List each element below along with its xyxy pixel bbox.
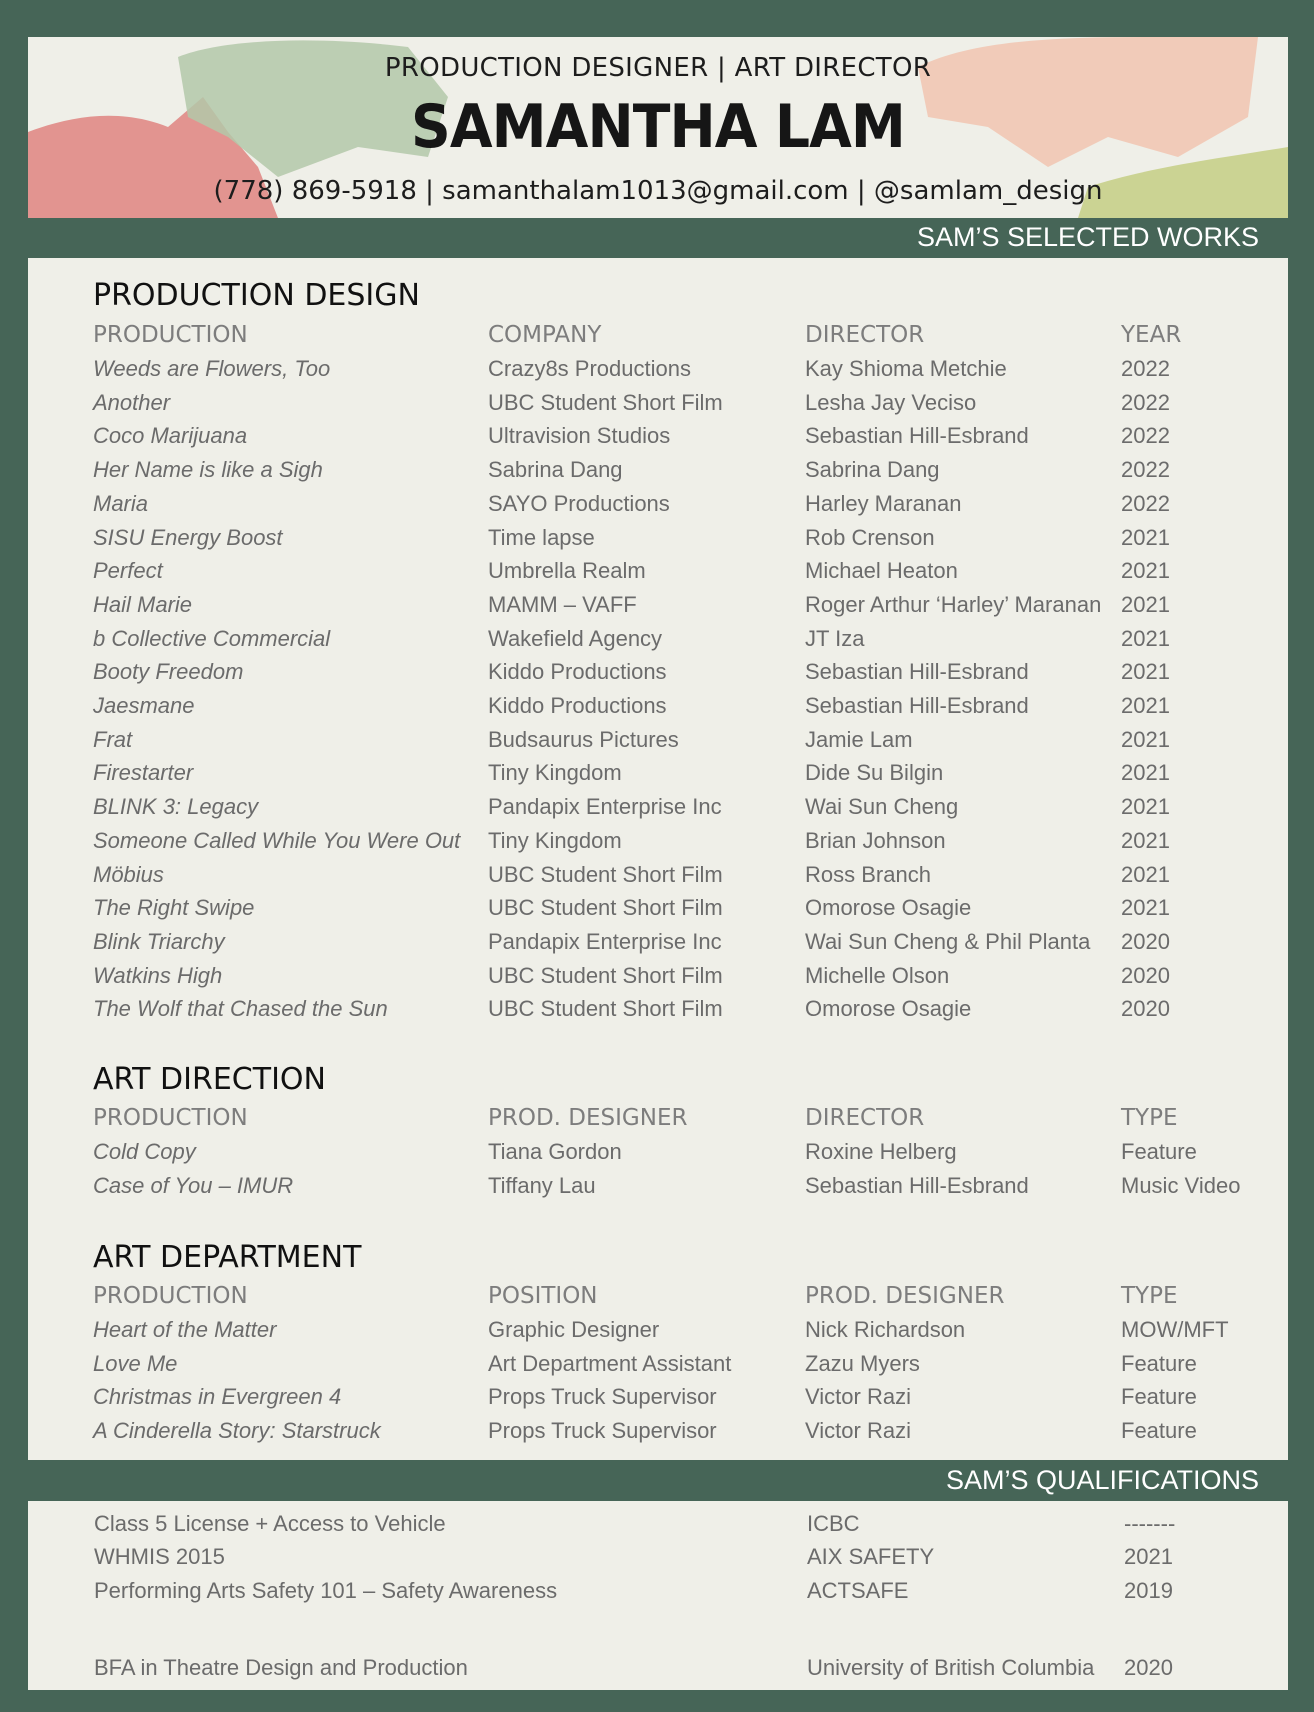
production-title: Blink Triarchy <box>93 928 225 954</box>
col-4-value: 2021 <box>1121 558 1170 584</box>
column-header: TYPE <box>1121 1283 1178 1309</box>
table-row <box>28 996 1288 1030</box>
qualification-name: Performing Arts Safety 101 – Safety Awareness <box>94 1578 558 1603</box>
col-3-value: Zazu Myers <box>805 1350 920 1376</box>
col-2-value: Crazy8s Productions <box>488 356 691 381</box>
table-row <box>28 592 1288 626</box>
col-3-value: Rob Crenson <box>805 524 935 550</box>
table-row <box>28 760 1288 794</box>
col-4-value: 2021 <box>1121 794 1170 820</box>
qualification-year: ------- <box>1124 1511 1176 1536</box>
col-3-value: Lesha Jay Veciso <box>805 389 977 415</box>
person-name: SAMANTHA LAM <box>411 92 905 162</box>
col-4-value: Feature <box>1121 1418 1197 1444</box>
art-department-title: ART DEPARTMENT <box>93 1240 362 1275</box>
col-2-value: Kiddo Productions <box>488 659 667 685</box>
col-3-value: Brian Johnson <box>805 827 946 853</box>
production-title: Heart of the Matter <box>93 1317 277 1342</box>
col-3-value: Michelle Olson <box>805 962 950 988</box>
selected-works-panel <box>28 258 1288 1460</box>
production-title: Frat <box>93 726 133 752</box>
col-2-value: Pandapix Enterprise Inc <box>488 928 722 954</box>
col-3-value: Sebastian Hill-Esbrand <box>805 693 1029 718</box>
table-row <box>28 794 1288 828</box>
col-2-value: Kiddo Productions <box>488 693 667 718</box>
qualification-year: 2019 <box>1124 1578 1173 1603</box>
art-direction-title: ART DIRECTION <box>93 1062 326 1097</box>
col-4-value: 2021 <box>1121 861 1170 887</box>
col-3-value: Wai Sun Cheng & Phil Planta <box>805 928 1091 954</box>
col-2-value: Tiana Gordon <box>488 1139 622 1164</box>
table-row <box>28 457 1288 491</box>
column-header: PRODUCTION <box>93 1283 248 1309</box>
production-title: Weeds are Flowers, Too <box>93 356 331 381</box>
production-title: Booty Freedom <box>93 659 244 685</box>
production-title: Coco Marijuana <box>93 423 248 449</box>
table-row <box>28 929 1288 963</box>
qualification-issuer: AIX SAFETY <box>807 1544 935 1569</box>
production-title: Case of You – IMUR <box>93 1172 294 1198</box>
col-4-value: 2021 <box>1121 827 1170 853</box>
column-header: PRODUCTION <box>93 322 248 348</box>
col-4-value: 2021 <box>1121 524 1170 550</box>
production-title: Love Me <box>93 1350 178 1376</box>
production-title: Firestarter <box>93 760 194 786</box>
table-row <box>28 423 1288 457</box>
col-2-value: Tiny Kingdom <box>488 827 622 853</box>
col-3-value: Sabrina Dang <box>805 457 940 483</box>
table-row <box>28 693 1288 727</box>
qualification-row <box>28 1511 1288 1545</box>
production-title: The Wolf that Chased the Sun <box>93 996 388 1022</box>
col-4-value: Feature <box>1121 1350 1197 1376</box>
qualification-row <box>28 1578 1288 1612</box>
col-4-value: 2022 <box>1121 457 1170 483</box>
col-4-value: 2021 <box>1121 760 1170 786</box>
qualification-name: BFA in Theatre Design and Production <box>94 1655 468 1680</box>
col-4-value: 2021 <box>1121 726 1170 752</box>
production-title: Perfect <box>93 558 163 584</box>
production-title: Watkins High <box>93 962 223 988</box>
table-row <box>28 895 1288 929</box>
col-3-value: Omorose Osagie <box>805 895 972 921</box>
column-header: DIRECTOR <box>805 322 925 348</box>
column-header: YEAR <box>1121 322 1182 348</box>
production-title: Someone Called While You Were Out <box>93 827 461 853</box>
col-2-value: Umbrella Realm <box>488 558 646 584</box>
col-2-value: Sabrina Dang <box>488 457 623 483</box>
column-header: POSITION <box>488 1283 598 1309</box>
col-3-value: Victor Razi <box>805 1384 911 1410</box>
table-row <box>28 727 1288 761</box>
qualifications-panel <box>28 1501 1288 1690</box>
col-3-value: Roger Arthur ‘Harley’ Maranan <box>805 591 1102 617</box>
table-row <box>28 1418 1288 1452</box>
col-4-value: 2021 <box>1121 591 1170 617</box>
col-2-value: Graphic Designer <box>488 1317 660 1342</box>
col-2-value: Budsaurus Pictures <box>488 726 679 752</box>
column-header: PROD. DESIGNER <box>805 1283 1005 1309</box>
col-2-value: SAYO Productions <box>488 490 670 516</box>
production-title: Christmas in Evergreen 4 <box>93 1384 342 1410</box>
qualification-issuer: ICBC <box>807 1511 860 1536</box>
col-2-value: UBC Student Short Film <box>488 996 723 1022</box>
table-row <box>28 390 1288 424</box>
qualification-year: 2020 <box>1124 1655 1173 1680</box>
col-4-value: 2022 <box>1121 490 1170 516</box>
production-title: Jaesmane <box>93 693 195 718</box>
col-2-value: Props Truck Supervisor <box>488 1384 717 1410</box>
production-title: b Collective Commercial <box>93 625 331 651</box>
col-4-value: 2022 <box>1121 423 1170 449</box>
table-row <box>28 1351 1288 1385</box>
col-4-value: 2021 <box>1121 693 1170 718</box>
col-4-value: 2021 <box>1121 625 1170 651</box>
table-row <box>28 862 1288 896</box>
col-2-value: Tiny Kingdom <box>488 760 622 786</box>
col-3-value: Victor Razi <box>805 1418 911 1444</box>
production-title: A Cinderella Story: Starstruck <box>93 1418 381 1444</box>
column-header: DIRECTOR <box>805 1105 925 1131</box>
col-2-value: UBC Student Short Film <box>488 389 723 415</box>
selected-works-heading: SAM’S SELECTED WORKS <box>916 222 1259 252</box>
qualification-name: WHMIS 2015 <box>94 1544 225 1569</box>
col-3-value: Wai Sun Cheng <box>805 794 959 820</box>
art-direction-header-row <box>28 1105 1288 1139</box>
production-title: The Right Swipe <box>93 895 255 921</box>
col-3-value: Sebastian Hill-Esbrand <box>805 1172 1029 1198</box>
col-4-value: Feature <box>1121 1384 1197 1410</box>
table-row <box>28 356 1288 390</box>
column-header: TYPE <box>1121 1105 1178 1131</box>
production-title: SISU Energy Boost <box>93 524 283 550</box>
table-row <box>28 1317 1288 1351</box>
table-row <box>28 828 1288 862</box>
production-title: Möbius <box>93 861 164 887</box>
col-3-value: Omorose Osagie <box>805 996 972 1022</box>
job-title: PRODUCTION DESIGNER | ART DIRECTOR <box>384 53 932 83</box>
table-row <box>28 659 1288 693</box>
col-3-value: Jamie Lam <box>805 726 913 752</box>
col-2-value: Tiffany Lau <box>488 1172 596 1198</box>
col-2-value: MAMM – VAFF <box>488 591 637 617</box>
table-row <box>28 1384 1288 1418</box>
col-2-value: Art Department Assistant <box>488 1350 732 1376</box>
col-3-value: Nick Richardson <box>805 1317 966 1342</box>
table-row <box>28 963 1288 997</box>
production-title: Another <box>93 389 171 415</box>
col-4-value: 2021 <box>1121 659 1170 685</box>
table-row <box>28 1173 1288 1207</box>
col-3-value: Ross Branch <box>805 861 931 887</box>
qualification-row <box>28 1655 1288 1689</box>
column-header: COMPANY <box>488 322 602 348</box>
qualification-issuer: ACTSAFE <box>807 1578 909 1603</box>
production-title: Maria <box>93 490 149 516</box>
contact-info: (778) 869-5918 | samanthalam1013@gmail.com | @samlam_design <box>213 176 1103 206</box>
col-2-value: Pandapix Enterprise Inc <box>488 794 722 820</box>
column-header: PRODUCTION <box>93 1105 248 1131</box>
col-4-value: 2022 <box>1121 356 1170 381</box>
col-2-value: Ultravision Studios <box>488 423 671 449</box>
table-row <box>28 525 1288 559</box>
qualification-issuer: University of British Columbia <box>807 1655 1095 1680</box>
col-4-value: Feature <box>1121 1139 1197 1164</box>
col-3-value: Kay Shioma Metchie <box>805 356 1007 381</box>
col-4-value: 2020 <box>1121 928 1170 954</box>
production-title: Cold Copy <box>93 1139 196 1164</box>
col-3-value: Sebastian Hill-Esbrand <box>805 659 1029 685</box>
production-title: Hail Marie <box>93 591 193 617</box>
col-4-value: 2020 <box>1121 996 1170 1022</box>
col-4-value: 2021 <box>1121 895 1170 921</box>
qualification-name: Class 5 License + Access to Vehicle <box>94 1511 446 1536</box>
table-row <box>28 491 1288 525</box>
col-2-value: UBC Student Short Film <box>488 962 723 988</box>
col-3-value: Roxine Helberg <box>805 1139 957 1164</box>
production-design-title: PRODUCTION DESIGN <box>93 278 420 313</box>
col-3-value: Dide Su Bilgin <box>805 760 944 786</box>
qualifications-heading: SAM’S QUALIFICATIONS <box>945 1465 1259 1495</box>
art-department-header-row <box>28 1283 1288 1317</box>
col-4-value: 2020 <box>1121 962 1170 988</box>
qualification-row <box>28 1544 1288 1578</box>
production-title: BLINK 3: Legacy <box>93 794 259 820</box>
col-2-value: Props Truck Supervisor <box>488 1418 717 1444</box>
col-2-value: Time lapse <box>488 524 595 550</box>
col-2-value: UBC Student Short Film <box>488 895 723 921</box>
col-3-value: Michael Heaton <box>805 558 958 584</box>
qualification-year: 2021 <box>1124 1544 1173 1569</box>
production-design-header-row <box>28 322 1288 356</box>
column-header: PROD. DESIGNER <box>488 1105 688 1131</box>
production-title: Her Name is like a Sigh <box>93 457 323 483</box>
col-3-value: Harley Maranan <box>805 490 962 516</box>
resume-header <box>28 37 1288 218</box>
col-2-value: UBC Student Short Film <box>488 861 723 887</box>
table-row <box>28 626 1288 660</box>
table-row <box>28 1139 1288 1173</box>
col-3-value: JT Iza <box>805 625 865 651</box>
col-4-value: 2022 <box>1121 389 1170 415</box>
col-2-value: Wakefield Agency <box>488 625 663 651</box>
col-3-value: Sebastian Hill-Esbrand <box>805 423 1029 449</box>
table-row <box>28 558 1288 592</box>
col-4-value: Music Video <box>1121 1172 1241 1198</box>
col-4-value: MOW/MFT <box>1121 1317 1229 1342</box>
